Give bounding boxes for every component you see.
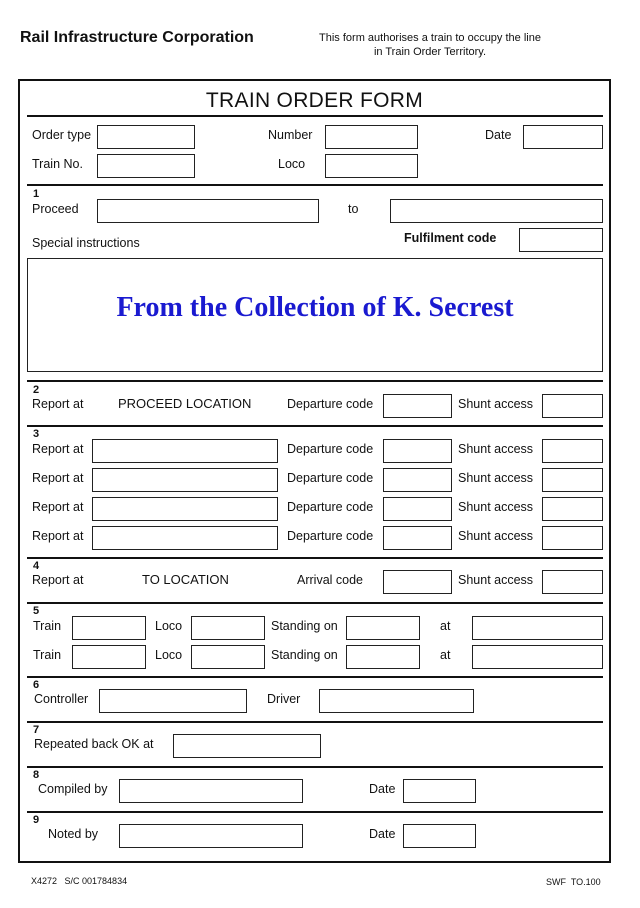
train-no-field[interactable] — [97, 154, 195, 178]
collection-watermark: From the Collection of K. Secrest — [116, 292, 514, 323]
shunt-access-label: Shunt access — [458, 529, 534, 543]
shunt-access-label: Shunt access — [458, 471, 534, 485]
fulfilment-code-label: Fulfilment code — [404, 231, 497, 245]
form-title: TRAIN ORDER FORM — [205, 89, 424, 112]
shunt-access-field[interactable] — [542, 394, 603, 418]
section-7-number: 7 — [33, 724, 40, 736]
section-8-number: 8 — [33, 769, 40, 781]
driver-label: Driver — [267, 692, 301, 706]
departure-code-field[interactable] — [383, 526, 452, 550]
divider-5 — [27, 602, 603, 604]
organisation-name: Rail Infrastructure Corporation — [20, 29, 254, 46]
to-label: to — [348, 202, 359, 216]
driver-field[interactable] — [319, 689, 474, 713]
shunt-access-label: Shunt access — [458, 573, 534, 587]
departure-code-label: Departure code — [287, 500, 374, 514]
date-label: Date — [485, 128, 512, 142]
proceed-location-label: PROCEED LOCATION — [118, 396, 252, 411]
order-type-label: Order type — [32, 128, 92, 142]
divider-1 — [27, 184, 603, 186]
departure-code-field[interactable] — [383, 439, 452, 463]
loco-label: Loco — [155, 619, 183, 633]
section-6-number: 6 — [33, 679, 40, 691]
shunt-access-field[interactable] — [542, 468, 603, 492]
noted-by-field[interactable] — [119, 824, 303, 848]
standing-on-field[interactable] — [346, 616, 420, 640]
number-field[interactable] — [325, 125, 418, 149]
special-instructions-label: Special instructions — [32, 236, 140, 250]
loco-field[interactable] — [191, 645, 265, 669]
loco-field[interactable] — [325, 154, 418, 178]
repeated-back-field[interactable] — [173, 734, 321, 758]
departure-code-label: Departure code — [287, 397, 374, 411]
divider-7 — [27, 721, 603, 723]
shunt-access-field[interactable] — [542, 526, 603, 550]
at-label: at — [440, 648, 451, 662]
loco-label: Loco — [278, 157, 306, 171]
controller-label: Controller — [34, 692, 89, 706]
compiled-by-label: Compiled by — [38, 782, 108, 796]
section-9-number: 9 — [33, 814, 40, 826]
departure-code-field[interactable] — [383, 468, 452, 492]
note-line-2: in Train Order Territory. — [373, 46, 487, 58]
repeated-back-label: Repeated back OK at — [34, 737, 154, 751]
section-5-number: 5 — [33, 605, 40, 617]
section-2-number: 2 — [33, 384, 40, 396]
at-field[interactable] — [472, 645, 603, 669]
controller-field[interactable] — [99, 689, 247, 713]
report-at-field[interactable] — [92, 439, 278, 463]
note-line-1: This form authorises a train to occupy the line — [319, 32, 541, 44]
report-at-label: Report at — [32, 471, 84, 485]
report-at-field[interactable] — [92, 497, 278, 521]
noted-by-label: Noted by — [48, 827, 99, 841]
train-label: Train — [33, 619, 62, 633]
train-field[interactable] — [72, 645, 146, 669]
footer-form-ref: SWF TO.100 — [546, 877, 601, 887]
report-at-field[interactable] — [92, 468, 278, 492]
report-at-label: Report at — [32, 573, 84, 587]
report-at-label: Report at — [32, 442, 84, 456]
fulfilment-code-field[interactable] — [519, 228, 603, 252]
divider-2 — [27, 380, 603, 382]
compiled-date-field[interactable] — [403, 779, 476, 803]
shunt-access-field[interactable] — [542, 439, 603, 463]
proceed-field[interactable] — [97, 199, 319, 223]
loco-label: Loco — [155, 648, 183, 662]
to-location-label: TO LOCATION — [142, 572, 229, 587]
loco-field[interactable] — [191, 616, 265, 640]
departure-code-field[interactable] — [383, 497, 452, 521]
noted-date-label: Date — [369, 827, 396, 841]
at-field[interactable] — [472, 616, 603, 640]
standing-on-label: Standing on — [271, 619, 338, 633]
shunt-access-label: Shunt access — [458, 442, 534, 456]
compiled-date-label: Date — [369, 782, 396, 796]
number-label: Number — [268, 128, 313, 142]
section-4-number: 4 — [33, 560, 40, 572]
departure-code-field[interactable] — [383, 394, 452, 418]
footer-form-code: X4272 S/C 001784834 — [31, 876, 128, 886]
shunt-access-field[interactable] — [542, 497, 603, 521]
at-label: at — [440, 619, 451, 633]
report-at-label: Report at — [32, 397, 84, 411]
departure-code-label: Departure code — [287, 529, 374, 543]
report-at-field[interactable] — [92, 526, 278, 550]
to-field[interactable] — [390, 199, 603, 223]
compiled-by-field[interactable] — [119, 779, 303, 803]
arrival-code-label: Arrival code — [297, 573, 363, 587]
divider-6 — [27, 676, 603, 678]
divider-9 — [27, 811, 603, 813]
standing-on-field[interactable] — [346, 645, 420, 669]
order-type-field[interactable] — [97, 125, 195, 149]
standing-on-label: Standing on — [271, 648, 338, 662]
departure-code-label: Departure code — [287, 442, 374, 456]
section-3-number: 3 — [33, 428, 40, 440]
shunt-access-label: Shunt access — [458, 397, 534, 411]
proceed-label: Proceed — [32, 202, 79, 216]
noted-date-field[interactable] — [403, 824, 476, 848]
divider-title — [27, 115, 603, 117]
divider-3 — [27, 425, 603, 427]
train-label: Train — [33, 648, 62, 662]
report-at-label: Report at — [32, 500, 84, 514]
divider-8 — [27, 766, 603, 768]
train-field[interactable] — [72, 616, 146, 640]
arrival-code-field[interactable] — [383, 570, 452, 594]
shunt-access-field[interactable] — [542, 570, 603, 594]
train-no-label: Train No. — [32, 157, 83, 171]
form-authorisation-note — [300, 31, 560, 59]
report-at-label: Report at — [32, 529, 84, 543]
shunt-access-label: Shunt access — [458, 500, 534, 514]
date-field[interactable] — [523, 125, 603, 149]
divider-4 — [27, 557, 603, 559]
departure-code-label: Departure code — [287, 471, 374, 485]
section-1-number: 1 — [33, 188, 40, 200]
